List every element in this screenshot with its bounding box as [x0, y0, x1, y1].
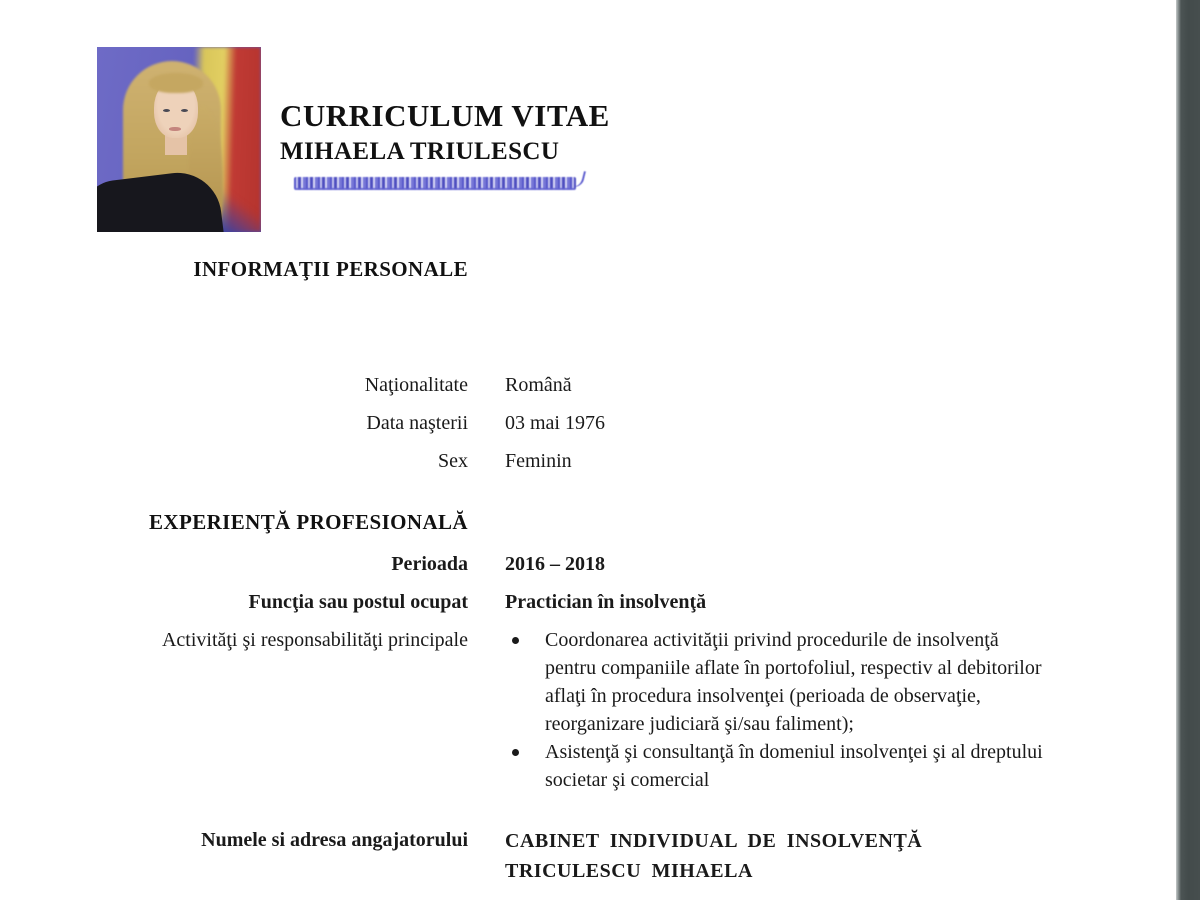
field-value: Practician în insolvenţă — [505, 591, 707, 613]
portrait-eye-left — [163, 109, 170, 112]
person-name: MIHAELA TRIULESCU — [280, 138, 560, 165]
field-value: 03 mai 1976 — [505, 412, 605, 434]
portrait-eye-right — [181, 109, 188, 112]
activities-bullet-list — [505, 626, 1045, 794]
bullet-item: Coordonarea activităţii privind procedurile de insolvenţă pentru companiile aflate în portofoliul, respectiv al debitorilor aflaţi în procedura insolvenţei (perioada de observaţie, reorganizare judiciară şi/sau faliment); — [505, 626, 1045, 738]
field-label: Sex — [438, 450, 468, 472]
redacted-signature-scribble — [294, 177, 576, 190]
field-label: Funcţia sau postul ocupat — [248, 591, 468, 613]
portrait-lips — [169, 127, 181, 131]
field-label: Naţionalitate — [364, 374, 468, 396]
document-title: CURRICULUM VITAE — [280, 98, 610, 133]
scribble-flourish — [572, 169, 586, 189]
field-value: Feminin — [505, 450, 572, 472]
section-heading-personal-info: INFORMAŢII PERSONALE — [193, 257, 468, 281]
section-heading-experience: EXPERIENŢĂ PROFESIONALĂ — [149, 510, 468, 534]
field-label: Numele si adresa angajatorului — [201, 829, 468, 851]
field-label: Data naşterii — [366, 412, 468, 434]
bullet-item: Asistenţă şi consultanţă în domeniul insolvenţei şi al dreptului societar şi comercial — [505, 738, 1045, 794]
employer-line: TRICULESCU MIHAELA — [505, 860, 753, 882]
field-label: Perioada — [391, 553, 468, 575]
portrait-hairline — [149, 73, 203, 93]
field-value: 2016 – 2018 — [505, 553, 605, 575]
activities-list-container — [505, 626, 1045, 794]
employer-line: CABINET INDIVIDUAL DE INSOLVENŢĂ — [505, 830, 923, 852]
portrait-photo — [97, 47, 261, 232]
viewer-right-gutter — [1176, 0, 1200, 900]
field-label: Activităţi şi responsabilităţi principale — [161, 629, 468, 651]
field-value: Română — [505, 374, 572, 396]
employer-value — [505, 826, 1045, 886]
